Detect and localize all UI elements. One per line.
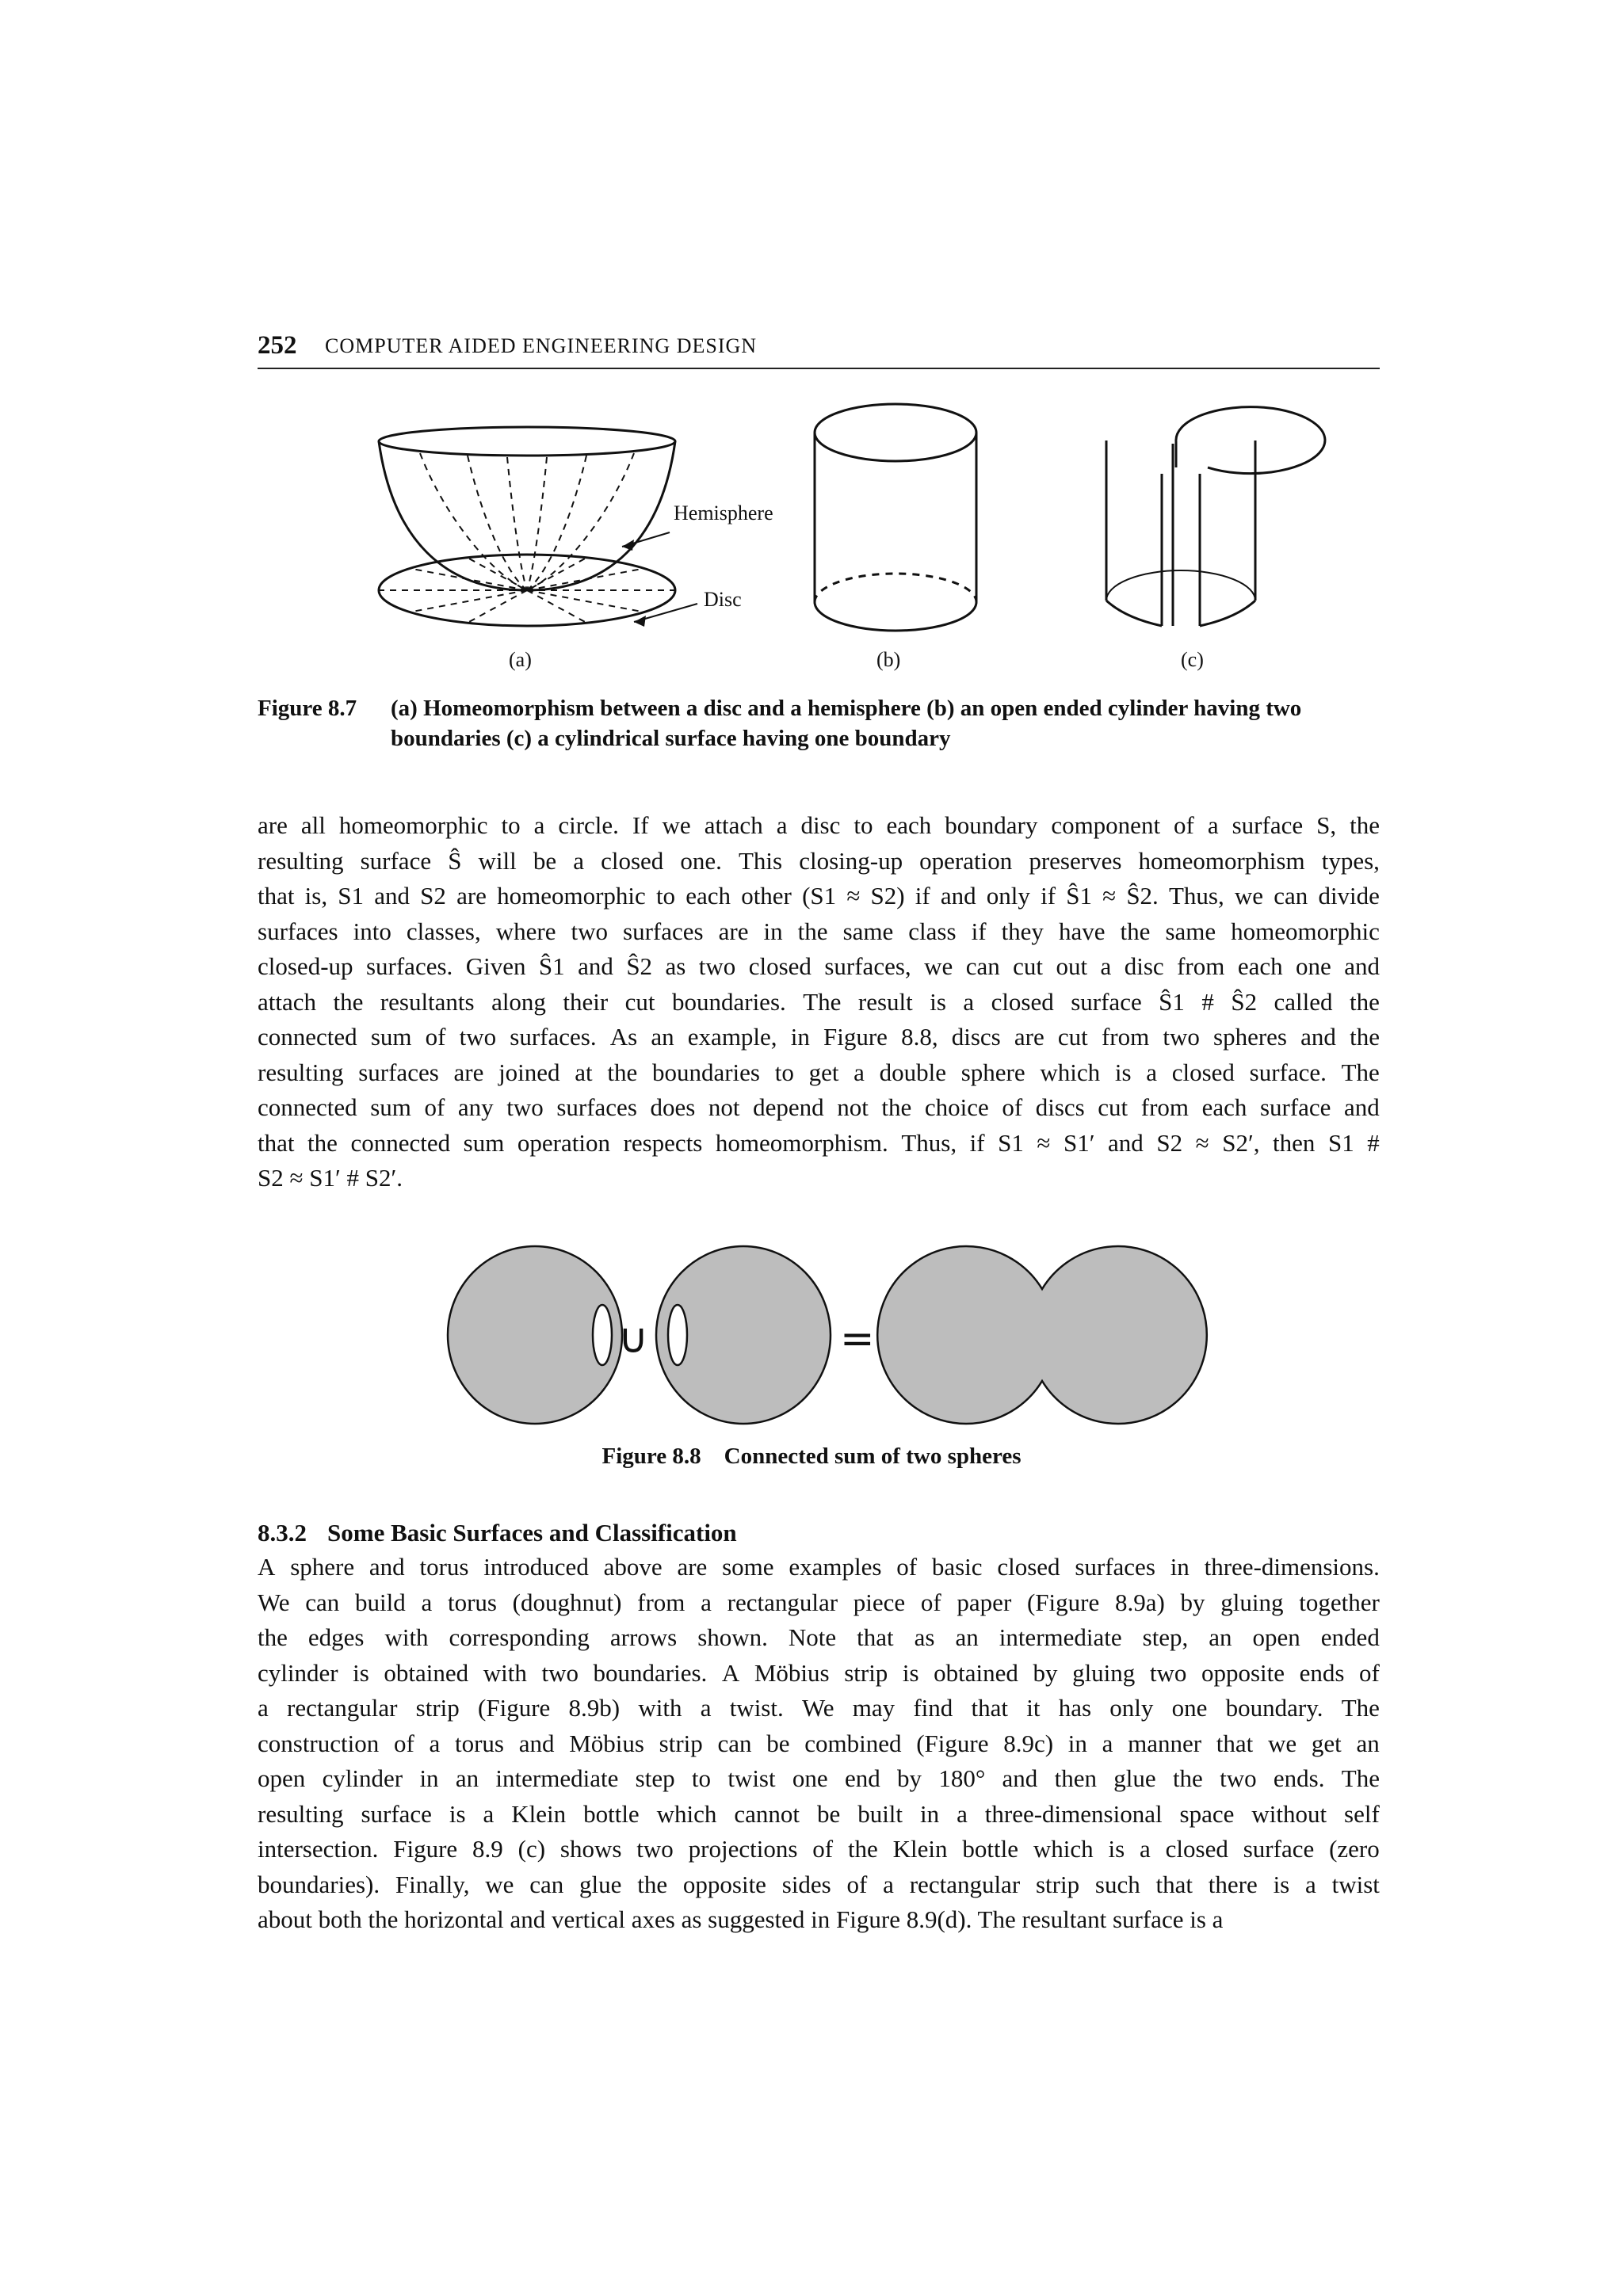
panel-label-c: (c) [1181, 648, 1204, 671]
text-line: open cylinder in an intermediate step to twist one end by 180° and then glue the two ends. The [258, 1764, 1380, 1792]
text-line: closed-up surfaces. Given Ŝ1 and Ŝ2 as two closed surfaces, we can cut out a disc from each one and [258, 952, 1380, 980]
text-line: S2 ≈ S1′ # S2′. [258, 1164, 403, 1192]
text-line: resulting surface Ŝ will be a closed one. This closing-up operation preserves homeomorphism types, [258, 846, 1380, 875]
text-line: connected sum of any two surfaces does not depend not the choice of discs cut from each surface and [258, 1093, 1380, 1121]
text-line: resulting surfaces are joined at the boundaries to get a double sphere which is a closed surface. The [258, 1058, 1380, 1086]
sphere-left-hole [593, 1305, 612, 1365]
disc-radii [379, 558, 675, 623]
text-line: cylinder is obtained with two boundaries. A Möbius strip is obtained by gluing two opposite ends of [258, 1658, 1380, 1687]
figure-8-7 [0, 0, 1623, 681]
equals-symbol: = [840, 1315, 875, 1363]
text-line: are all homeomorphic to a circle. If we attach a disc to each boundary component of a surface S, the [258, 811, 1380, 839]
text-line: construction of a torus and Möbius strip can be combined (Figure 8.9c) in a manner that we get an [258, 1729, 1380, 1757]
text-line: the edges with corresponding arrows shown. Note that as an intermediate step, an open ended [258, 1623, 1380, 1651]
open-cylinder-drawing [815, 404, 976, 631]
body-paragraph-1 [258, 808, 1380, 1196]
text-line: that the connected sum operation respects homeomorphism. Thus, if S1 ≈ S1′ and S2 ≈ S2′, then S1 # [258, 1128, 1380, 1157]
figure-8-8 [0, 1236, 1623, 1442]
book-title: COMPUTER AIDED ENGINEERING DESIGN [325, 334, 758, 357]
text-line: connected sum of two surfaces. As an example, in Figure 8.8, discs are cut from two spheres and the [258, 1023, 1380, 1051]
text-line: attach the resultants along their cut boundaries. The result is a closed surface Ŝ1 # Ŝ2 called the [258, 987, 1380, 1016]
text-line: boundaries). Finally, we can glue the opposite sides of a rectangular strip such that there is a twist [258, 1870, 1380, 1898]
hemisphere-meridians [420, 453, 634, 590]
double-sphere [877, 1246, 1207, 1424]
text-line: We can build a torus (doughnut) from a rectangular piece of paper (Figure 8.9a) by gluing together [258, 1588, 1380, 1616]
text-line: that is, S1 and S2 are homeomorphic to each other (S1 ≈ S2) if and only if Ŝ1 ≈ Ŝ2. Thus, we can divide [258, 882, 1380, 910]
text-line: surfaces into classes, where two surfaces are in the same class if they have the same homeomorphic [258, 917, 1380, 945]
text-line: A sphere and torus introduced above are some examples of basic closed surfaces in three-dimensions. [258, 1553, 1380, 1581]
figure-8-8-caption: Figure 8.8 Connected sum of two spheres [601, 1444, 1022, 1469]
section-heading [258, 1519, 737, 1547]
panel-label-a: (a) [509, 648, 532, 671]
page-number: 252 [258, 331, 297, 360]
text-line: intersection. Figure 8.9 (c) shows two projections of the Klein bottle which is a closed surface (zero [258, 1835, 1380, 1863]
text-line: resulting surface is a Klein bottle which cannot be built in a three-dimensional space without self [258, 1799, 1380, 1828]
section-number: 8.3.2 [258, 1519, 307, 1547]
text-line: a rectangular strip (Figure 8.9b) with a twist. We may find that it has only one boundary. The [258, 1694, 1380, 1722]
section-title: Some Basic Surfaces and Classification [327, 1519, 737, 1547]
slit-cylinder-drawing [1106, 407, 1325, 626]
disc-arrowhead [634, 616, 646, 627]
hemisphere-label: Hemisphere [674, 502, 773, 524]
union-symbol: ∪ [618, 1315, 649, 1363]
hemisphere-arrowhead [622, 540, 634, 551]
caption-number: Figure 8.7 [258, 696, 357, 721]
sphere-right-hole [668, 1305, 687, 1365]
disc-label: Disc [704, 588, 742, 611]
text-line: about both the horizontal and vertical axes as suggested in Figure 8.9(d). The resultant surface is a [258, 1905, 1224, 1933]
caption-text: (a) Homeomorphism between a disc and a hemisphere (b) an open ended cylinder having two boundaries (c) a cylindrical surface having one boundary [391, 696, 1302, 751]
panel-label-b: (b) [876, 648, 901, 671]
body-paragraph-2 [258, 1550, 1380, 1938]
